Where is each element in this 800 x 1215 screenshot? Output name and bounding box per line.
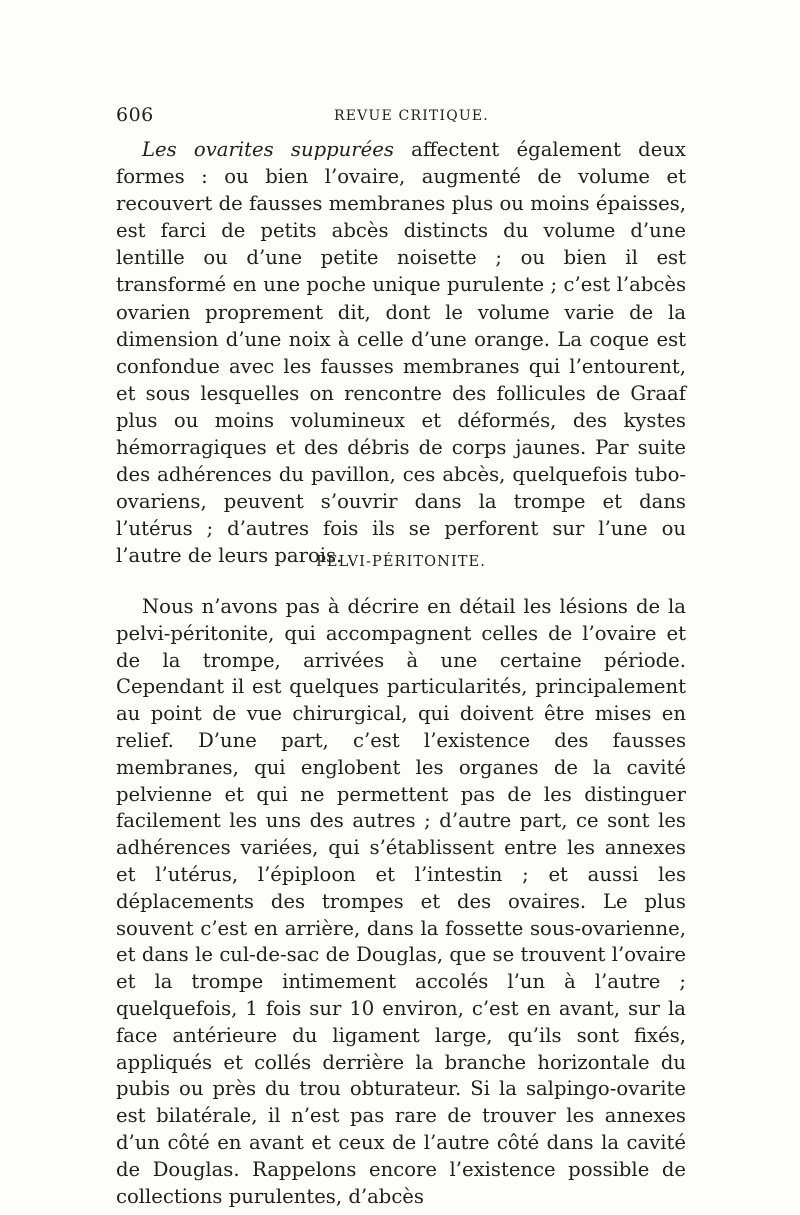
paragraph-ovarites	[116, 136, 686, 570]
paragraph-pelvi-peritonite	[116, 594, 686, 1210]
paragraph-body: Nous n’avons pas à décrire en détail les lésions de la pelvi-péritonite, qui accompagnent celles de l’ovaire et de la trompe, arrivées à une certaine période. Cependant il est quelques particularités, principalement au point de vue chirurgical, qui doivent être mises en relief. D’une part, c’est l’existence des fausses membranes, qui englobent les organes de la cavité pelvienne et qui ne permettent pas de les distinguer facilement les uns des autres ; d’autre part, ce sont les adhérences variées, qui s’établissent entre les annexes et l’utérus, l’épiploon et l’intestin ; et aussi les déplacements des trompes et des ovaires. Le plus souvent c’est en arrière, dans la fossette sous-ovarienne, et dans le cul-de-sac de Douglas, que se trouvent l’ovaire et la trompe intimement accolés l’un à l’autre ; quelquefois, 1 fois sur 10 environ, c’est en avant, sur la face antérieure du ligament large, qu’ils sont fixés, appliqués et collés derrière la branche horizontale du pubis ou près du trou obturateur. Si la salpingo-ovarite est bilatérale, il n’est pas rare de trouver les annexes d’un côté en avant et ceux de l’autre côté dans la cavité de Douglas. Rappelons encore l’existence possible de collections purulentes, d’abcès	[116, 595, 686, 1208]
running-title: REVUE CRITIQUE.	[334, 108, 489, 124]
italic-lead: Les ovarites suppurées	[142, 138, 394, 161]
page-number: 606	[116, 104, 154, 126]
section-heading: PELVI-PÉRITONITE.	[316, 554, 486, 570]
running-header	[116, 104, 686, 134]
paragraph-body: affectent également deux formes : ou bien l’ovaire, augmenté de volume et recouvert de fausses membranes plus ou moins épaisses, est farci de petits abcès distincts du volume d’une lentille ou d’une petite noisette ; ou bien il est transformé en une poche unique purulente ; c’est l’abcès ovarien proprement dit, dont le volume varie de la dimension d’une noix à celle d’une orange. La coque est confondue avec les fausses membranes qui l’entourent, et sous lesquelles on rencontre des follicules de Graaf plus ou moins volumineux et déformés, des kystes hémorragiques et des débris de corps jaunes. Par suite des adhérences du pavillon, ces abcès, quelquefois tubo-ovariens, peuvent s’ouvrir dans la trompe et dans l’utérus ; d’autres fois ils se perforent sur l’une ou l’autre de leurs parois.	[116, 138, 686, 568]
